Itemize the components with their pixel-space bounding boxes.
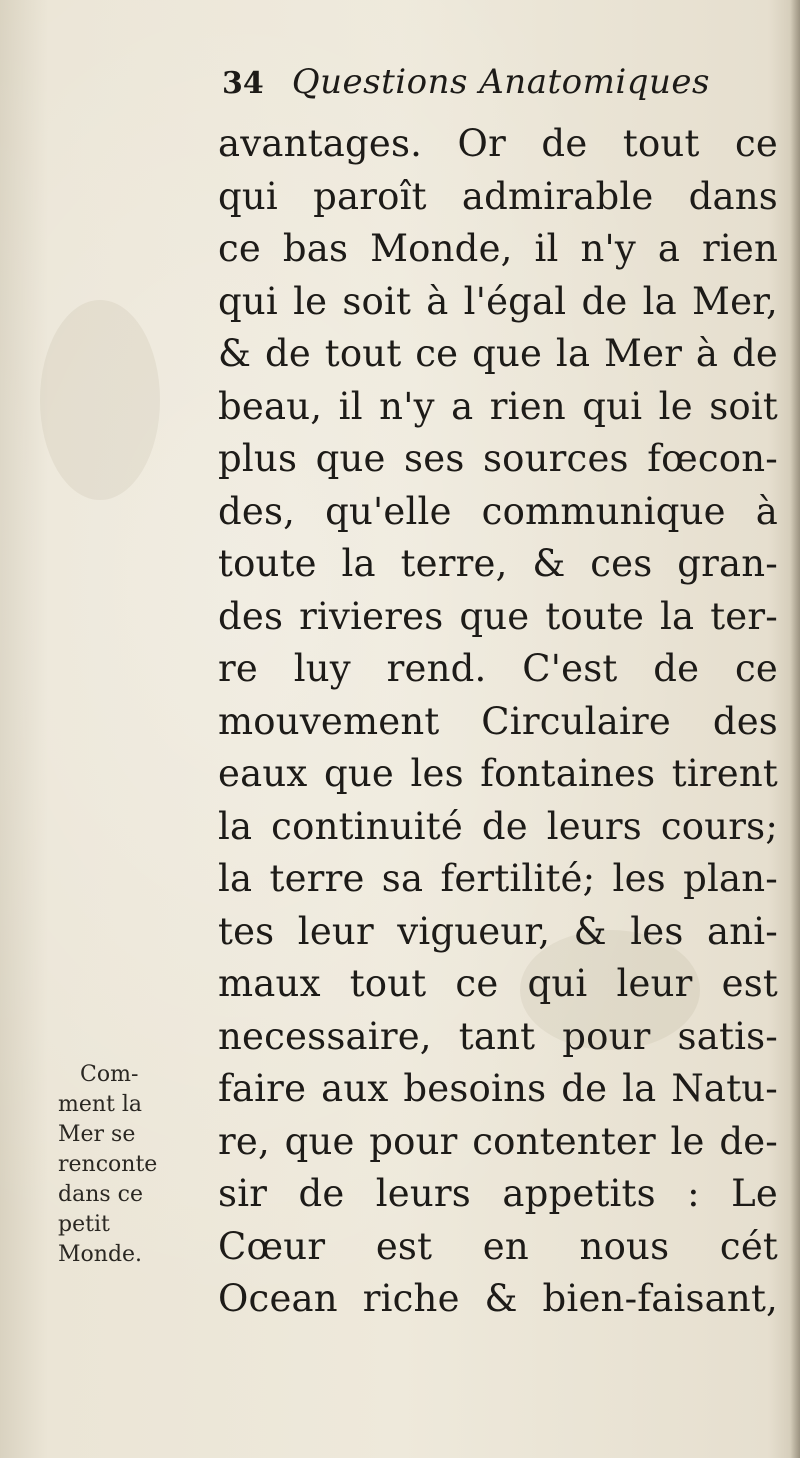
margin-note-line: renconte (58, 1152, 158, 1177)
text-line: ce bas Monde, il n'y a rien (218, 227, 778, 270)
text-line: Cœur est en nous cét (218, 1224, 778, 1268)
margin-note-line: Monde. (58, 1242, 143, 1267)
text-line: tes leur vigueur, & les ani- (218, 909, 778, 953)
page-number: 34 (222, 66, 264, 101)
text-line: la terre sa fertilité; les plan- (218, 857, 778, 900)
text-line: des rivieres que toute la ter- (218, 594, 778, 638)
text-line: faire aux besoins de la Natu- (218, 1067, 778, 1110)
text-line: toute la terre, & ces gran- (218, 542, 778, 585)
text-line: necessaire, tant pour satis- (218, 1014, 778, 1058)
paper-stain (40, 300, 160, 500)
text-line: & de tout ce que la Mer à de (218, 332, 778, 375)
margin-note-line: Mer se (58, 1122, 136, 1147)
body-text (218, 118, 778, 1326)
margin-note-line: ment la (58, 1092, 143, 1117)
text-line: Ocean riche & bien-faisant, (218, 1277, 778, 1320)
text-line: des, qu'elle communique à (218, 489, 778, 533)
text-line: maux tout ce qui leur est (218, 962, 778, 1005)
text-line: eaux que les fontaines tirent (218, 752, 778, 795)
text-line: qui le soit à l'égal de la Mer, (218, 279, 778, 323)
text-line: avantages. Or de tout ce (218, 122, 778, 165)
margin-note-line: dans ce (58, 1182, 143, 1207)
margin-note (58, 1060, 198, 1270)
text-line: sir de leurs appetits : Le (218, 1172, 778, 1215)
running-title: Questions Anatomiques (291, 62, 710, 102)
margin-note-line: petit (58, 1212, 110, 1237)
text-line: la continuité de leurs cours; (218, 804, 778, 848)
text-line: re, que pour contenter le de- (218, 1119, 778, 1163)
text-line: re luy rend. C'est de ce (218, 647, 778, 690)
text-line: qui paroît admirable dans (218, 174, 778, 218)
text-line: plus que ses sources fœcon- (218, 437, 778, 480)
page-header (222, 62, 710, 112)
text-line: beau, il n'y a rien qui le soit (218, 384, 778, 428)
text-line: mouvement Circulaire des (218, 699, 778, 743)
margin-note-line: Com- (80, 1062, 139, 1087)
